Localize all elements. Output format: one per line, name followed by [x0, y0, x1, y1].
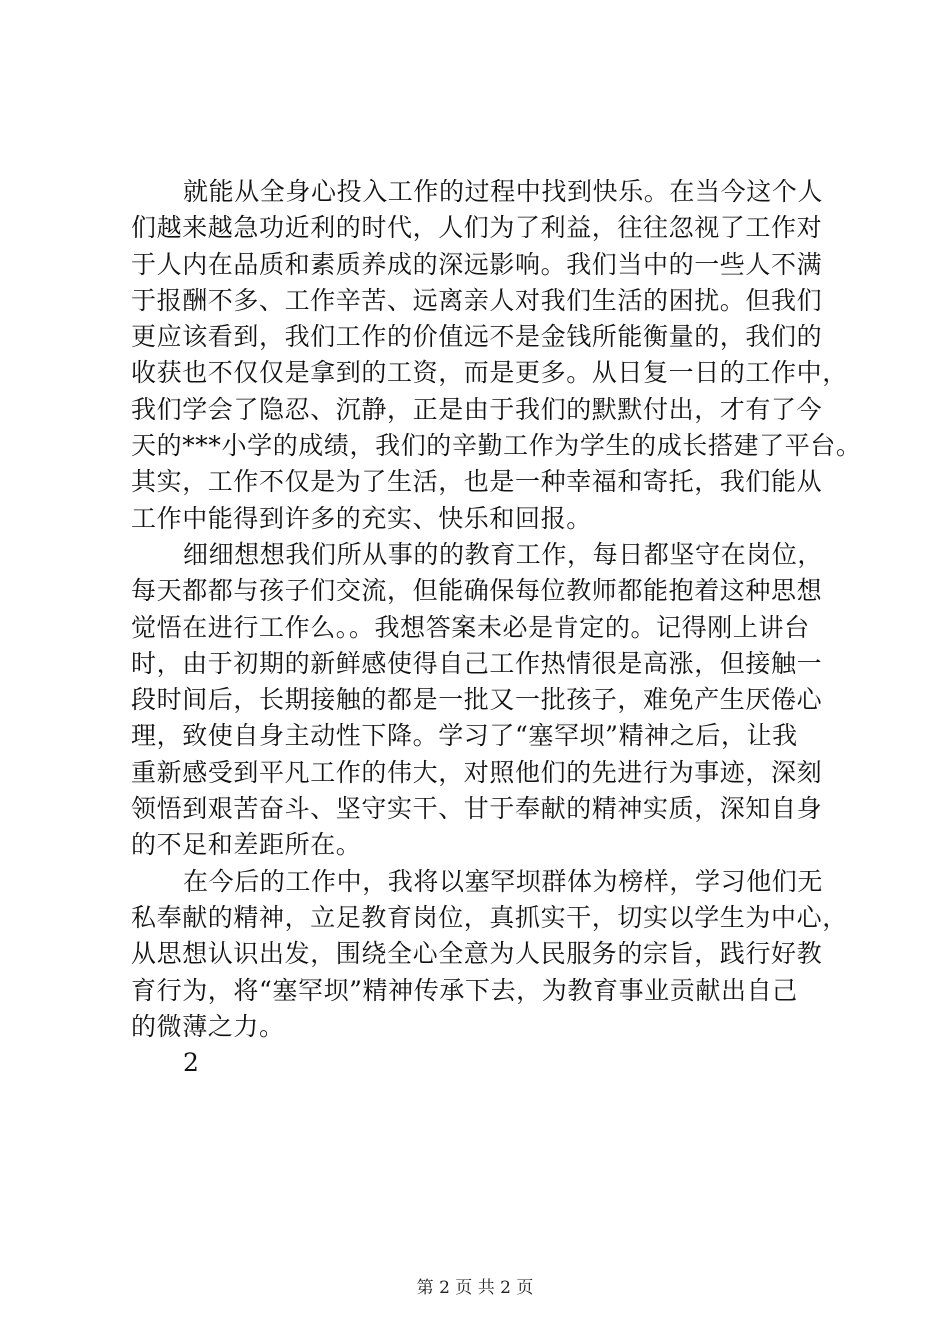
text-line: 天的***小学的成绩，我们的辛勤工作为学生的成长搭建了平台。 — [131, 431, 862, 461]
text-line: 觉悟在进行工作么。。我想答案未必是肯定的。记得刚上讲台 — [131, 612, 810, 642]
text-line: 私奉献的精神，立足教育岗位，真抓实干，切实以学生为中心， — [131, 902, 848, 932]
text-line: 们越来越急功近利的时代，人们为了利益，往往忽视了工作对 — [131, 213, 823, 243]
text-line: 的微薄之力。 — [131, 1011, 285, 1041]
text-line: 就能从全身心投入工作的过程中找到快乐。在当今这个人 — [183, 177, 824, 206]
text-line: 段时间后，长期接触的都是一批又一批孩子，难免产生厌倦心 — [131, 685, 823, 715]
text-line: 育行为，将“塞罕坝”精神传承下去，为教育事业贡献出自己 — [131, 975, 798, 1005]
paragraph-3 — [131, 864, 848, 1045]
text-line: 我们学会了隐忍、沉静，正是由于我们的默默付出，才有了今 — [131, 394, 823, 424]
text-line: 时，由于初期的新鲜感使得自己工作热情很是高涨，但接触一 — [131, 648, 823, 678]
text-line: 每天都都与孩子们交流，但能确保每位教师都能抱着这种思想 — [131, 576, 823, 606]
text-line: 从思想认识出发，围绕全心全意为人民服务的宗旨，践行好教 — [131, 939, 823, 969]
text-line: 其实，工作不仅是为了生活，也是一种幸福和寄托，我们能从 — [131, 467, 823, 497]
text-line: 细细想想我们所从事的的教育工作，每日都坚守在岗位， — [183, 539, 824, 569]
text-line: 更应该看到，我们工作的价值远不是金钱所能衡量的，我们的 — [131, 322, 823, 352]
text-line: 重新感受到平凡工作的伟大，对照他们的先进行为事迹，深刻 — [131, 757, 823, 787]
text-line: 于报酬不多、工作辛苦、远离亲人对我们生活的困扰。但我们 — [131, 285, 823, 315]
page-footer — [0, 1273, 950, 1298]
text-line: 工作中能得到许多的充实、快乐和回报。 — [131, 503, 592, 533]
text-line: 领悟到艰苦奋斗、坚守实干、甘于奉献的精神实质，深知自身 — [131, 794, 823, 824]
text-line: 在今后的工作中，我将以塞罕坝群体为榜样，学习他们无 — [183, 866, 824, 896]
paragraph-2 — [131, 537, 831, 864]
text-line: 理，致使自身主动性下降。学习了“塞罕坝”精神之后，让我 — [131, 721, 798, 751]
text-line: 于人内在品质和素质养成的深远影响。我们当中的一些人不满 — [131, 249, 823, 279]
page-number-label: 第 2 页 共 2 页 — [416, 1278, 534, 1298]
trailing-number: 2 — [183, 1048, 200, 1078]
document-body — [131, 174, 862, 1081]
text-line: 收获也不仅仅是拿到的工资，而是更多。从日复一日的工作中， — [131, 358, 848, 388]
text-line: 的不足和差距所在。 — [131, 830, 362, 860]
paragraph-1 — [131, 174, 862, 537]
